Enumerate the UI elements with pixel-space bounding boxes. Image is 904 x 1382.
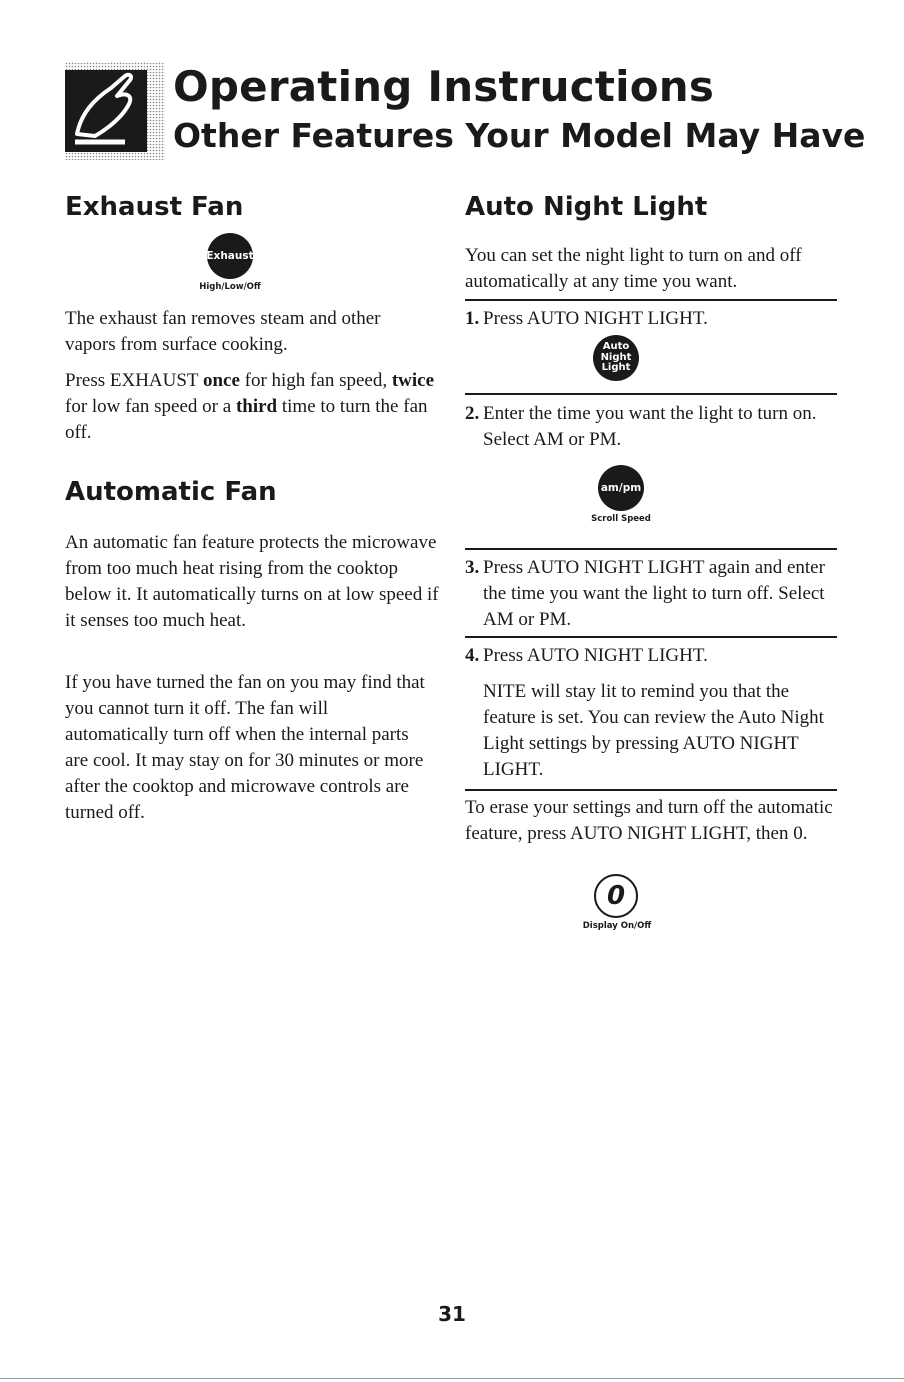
exhaust-text-3: for low fan speed or a [65,396,236,417]
step-number: 1. [465,308,480,329]
auto-button-line-2: Night [600,351,632,363]
step-text: Press AUTO NIGHT LIGHT. [483,308,708,329]
erase-instructions: To erase your settings and turn off the automatic feature, press AUTO NIGHT LIGHT, then 0. [465,797,833,844]
hand-pointer-icon [65,62,165,160]
am-pm-button-sub-label: Scroll Speed [591,514,651,524]
page-subtitle: Other Features Your Model May Have [173,116,866,155]
divider [0,1378,904,1379]
exhaust-button-sub-label: High/Low/Off [199,282,261,292]
am-pm-button-label: am/pm [600,481,642,494]
step-number: 2. [465,403,480,424]
step-1 [465,306,840,332]
exhaust-button-label: Exhaust [206,249,254,262]
zero-button-icon [594,874,638,918]
exhaust-bold-third: third [235,396,278,417]
exhaust-bold-twice: twice [391,370,435,391]
exhaust-fan-instructions [65,368,435,446]
exhaust-fan-description: The exhaust fan removes steam and other vapors from surface cooking. [65,308,381,355]
exhaust-fan-heading: Exhaust Fan [65,192,244,222]
auto-night-light-intro: You can set the night light to turn on and off automatically at any time you want. [465,245,802,292]
divider [465,393,837,395]
step-number: 3. [465,557,480,578]
divider [465,636,837,638]
step-text: Press AUTO NIGHT LIGHT again and enter the time you want the light to turn off. Select AM or PM. [483,557,825,630]
auto-button-line-3: Light [601,362,631,374]
divider [465,299,837,301]
automatic-fan-heading: Automatic Fan [65,477,277,507]
zero-button-label: 0 [606,881,626,911]
step-text: Press AUTO NIGHT LIGHT. [483,645,708,666]
auto-button-line-1: Auto [602,341,630,353]
step-3 [465,555,840,633]
auto-night-light-heading: Auto Night Light [465,192,708,222]
automatic-fan-para-1: An automatic fan feature protects the microwave from too much heat rising from the cooktop below it. It automatically turns on at low speed if it senses too much heat. [65,532,439,631]
exhaust-button-icon [207,233,253,279]
exhaust-text-2: for high fan speed, [239,370,392,391]
step-2 [465,401,843,453]
exhaust-bold-once: once [202,370,240,391]
am-pm-button-icon [598,465,644,511]
exhaust-text-4: time to turn the fan off. [65,396,428,443]
exhaust-text-1: Press EXHAUST [65,370,203,391]
step-4 [465,643,840,783]
automatic-fan-para-2: If you have turned the fan on you may find that you cannot turn it off. The fan will automatically turn off when the internal parts are cool. It may stay on for 30 minutes or more after the cooktop and microwave controls are turned off. [65,672,425,823]
page-title: Operating Instructions [173,62,715,111]
auto-night-light-button-icon [593,335,639,381]
step-4-note: NITE will stay lit to remind you that the feature is set. You can review the Auto Night Light settings by pressing AUTO NIGHT LIGHT. [483,681,824,780]
page-number: 31 [438,1302,466,1326]
step-text: Enter the time you want the light to turn on. Select AM or PM. [483,403,817,450]
divider [465,789,837,791]
divider [465,548,837,550]
step-number: 4. [465,645,480,666]
zero-button-sub-label: Display On/Off [582,921,652,931]
